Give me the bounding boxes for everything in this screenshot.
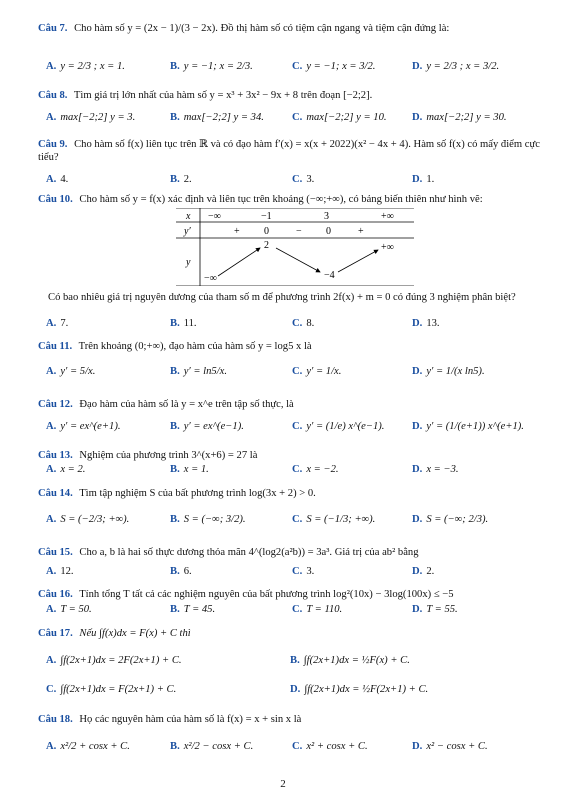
option-b[interactable]: B. T = 45. xyxy=(170,604,216,615)
option-a[interactable]: A. 4. xyxy=(46,174,69,185)
bbt-y-value: +∞ xyxy=(381,242,394,253)
option-a[interactable]: A. y = 2/3 ; x = 1. xyxy=(46,61,125,72)
option-c[interactable]: C. y′ = (1/e) x^(e−1). xyxy=(292,421,385,432)
option-c[interactable]: C. x² + cosx + C. xyxy=(292,741,368,752)
bbt-arrow-up xyxy=(338,250,378,272)
question-18: Câu 18. Họ các nguyên hàm của hàm số là f(x) = x + sin x là xyxy=(38,714,302,725)
option-d[interactable]: D. T = 55. xyxy=(412,604,458,615)
bbt-sign: − xyxy=(296,226,302,237)
bbt-sign: 0 xyxy=(326,226,331,237)
bbt-x-value: −1 xyxy=(261,211,272,222)
option-a[interactable]: A. T = 50. xyxy=(46,604,92,615)
option-d[interactable]: D. x² − cosx + C. xyxy=(412,741,488,752)
option-a[interactable]: A. y′ = 5/x. xyxy=(46,366,96,377)
question-17: Câu 17. Nếu ∫f(x)dx = F(x) + C thì xyxy=(38,628,191,639)
question-text: Cho hàm số y = (2x − 1)/(3 − 2x). Đồ thị hàm số có tiệm cận ngang và tiệm cận đứng là: xyxy=(74,23,450,34)
option-c[interactable]: C. max[−2;2] y = 10. xyxy=(292,112,387,123)
option-d[interactable]: D. S = (−∞; 2/3). xyxy=(412,514,489,525)
option-a[interactable]: A. x = 2. xyxy=(46,464,86,475)
option-c[interactable]: C. ∫f(2x+1)dx = F(2x+1) + C. xyxy=(46,684,177,695)
question-16: Câu 16. Tính tổng T tất cả các nghiệm nguyên của bất phương trình log²(10x) − 3log(100x) ≤ −5 xyxy=(38,589,454,600)
option-d[interactable]: D. y = 2/3 ; x = 3/2. xyxy=(412,61,500,72)
option-a[interactable]: A. max[−2;2] y = 3. xyxy=(46,112,136,123)
option-c[interactable]: C. 3. xyxy=(292,566,315,577)
bbt-yp-label: y′ xyxy=(184,226,191,237)
bbt-y-label: y xyxy=(186,257,191,268)
question-13: Câu 13. Nghiệm của phương trình 3^(x+6) = 27 là xyxy=(38,450,258,461)
bbt-x-value: −∞ xyxy=(208,211,221,222)
question-10: Câu 10. Cho hàm số y = f(x) xác định và liên tục trên khoảng (−∞;+∞), có bảng biến thiên như hình vẽ: xyxy=(38,194,483,205)
option-d[interactable]: D. max[−2;2] y = 30. xyxy=(412,112,507,123)
option-c[interactable]: C. S = (−1/3; +∞). xyxy=(292,514,376,525)
bbt-sign: 0 xyxy=(264,226,269,237)
option-a[interactable]: A. 12. xyxy=(46,566,74,577)
option-a[interactable]: A. ∫f(2x+1)dx = 2F(2x+1) + C. xyxy=(46,655,182,666)
question-7 xyxy=(38,22,546,35)
bbt-x-value: +∞ xyxy=(381,211,394,222)
option-d[interactable]: D. x = −3. xyxy=(412,464,459,475)
option-c[interactable]: C. x = −2. xyxy=(292,464,339,475)
option-c[interactable]: C. 3. xyxy=(292,174,315,185)
bbt-x-label: x xyxy=(186,211,191,222)
question-15: Câu 15. Cho a, b là hai số thực dương thỏa mãn 4^(log2(a²b)) = 3a³. Giá trị của ab² bằng xyxy=(38,547,419,558)
bbt-sign: + xyxy=(358,226,364,237)
bbt-sign: + xyxy=(234,226,240,237)
option-b[interactable]: B. x²/2 − cosx + C. xyxy=(170,741,254,752)
bbt-y-value: 2 xyxy=(264,240,269,251)
option-b[interactable]: B. x = 1. xyxy=(170,464,209,475)
option-b[interactable]: B. ∫f(2x+1)dx = ½F(x) + C. xyxy=(290,655,410,666)
option-a[interactable]: A. y′ = ex^(e+1). xyxy=(46,421,121,432)
bbt-y-value: −4 xyxy=(324,270,335,281)
variation-table xyxy=(176,208,414,286)
bbt-y-value: −∞ xyxy=(204,273,217,284)
bbt-arrow-down xyxy=(276,248,320,272)
question-12: Câu 12. Đạo hàm của hàm số là y = x^e trên tập số thực, là xyxy=(38,399,294,410)
option-c[interactable]: C. y′ = 1/x. xyxy=(292,366,342,377)
question-14: Câu 14. Tìm tập nghiệm S của bất phương trình log(3x + 2) > 0. xyxy=(38,488,316,499)
option-d[interactable]: D. 1. xyxy=(412,174,435,185)
option-b[interactable]: B. y = −1; x = 2/3. xyxy=(170,61,253,72)
question-10-prompt: Có bao nhiêu giá trị nguyên dương của tham số m để phương trình 2f(x) + m = 0 có đúng 3 nghiệm phân biệt? xyxy=(48,292,516,303)
question-9: Câu 9. Cho hàm số f(x) liên tục trên ℝ và có đạo hàm f′(x) = x(x + 2022)(x² − 4x + 4). Hàm số f(x) có mấy điểm cực tiểu? xyxy=(38,139,540,163)
option-a[interactable]: A. 7. xyxy=(46,318,69,329)
option-c[interactable]: C. 8. xyxy=(292,318,315,329)
bbt-x-value: 3 xyxy=(324,211,329,222)
question-number: Câu 7. xyxy=(38,23,68,34)
bbt-arrow-up xyxy=(218,248,260,276)
option-b[interactable]: B. S = (−∞; 3/2). xyxy=(170,514,246,525)
option-c[interactable]: C. y = −1; x = 3/2. xyxy=(292,61,376,72)
option-d[interactable]: D. y′ = 1/(x ln5). xyxy=(412,366,485,377)
question-8: Câu 8. Tìm giá trị lớn nhất của hàm số y = x³ + 3x² − 9x + 8 trên đoạn [−2;2]. xyxy=(38,90,373,101)
option-d[interactable]: D. 13. xyxy=(412,318,440,329)
option-d[interactable]: D. ∫f(2x+1)dx = ½F(2x+1) + C. xyxy=(290,684,429,695)
page-number: 2 xyxy=(280,778,286,790)
option-b[interactable]: B. max[−2;2] y = 34. xyxy=(170,112,264,123)
option-b[interactable]: B. 6. xyxy=(170,566,192,577)
option-c[interactable]: C. T = 110. xyxy=(292,604,343,615)
question-11: Câu 11. Trên khoảng (0;+∞), đạo hàm của hàm số y = log5 x là xyxy=(38,341,312,352)
option-b[interactable]: B. y′ = ln5/x. xyxy=(170,366,228,377)
option-d[interactable]: D. 2. xyxy=(412,566,435,577)
option-d[interactable]: D. y′ = (1/(e+1)) x^(e+1). xyxy=(412,421,524,432)
option-b[interactable]: B. 11. xyxy=(170,318,197,329)
option-a[interactable]: A. x²/2 + cosx + C. xyxy=(46,741,130,752)
option-b[interactable]: B. 2. xyxy=(170,174,192,185)
option-b[interactable]: B. y′ = ex^(e−1). xyxy=(170,421,244,432)
option-a[interactable]: A. S = (−2/3; +∞). xyxy=(46,514,130,525)
